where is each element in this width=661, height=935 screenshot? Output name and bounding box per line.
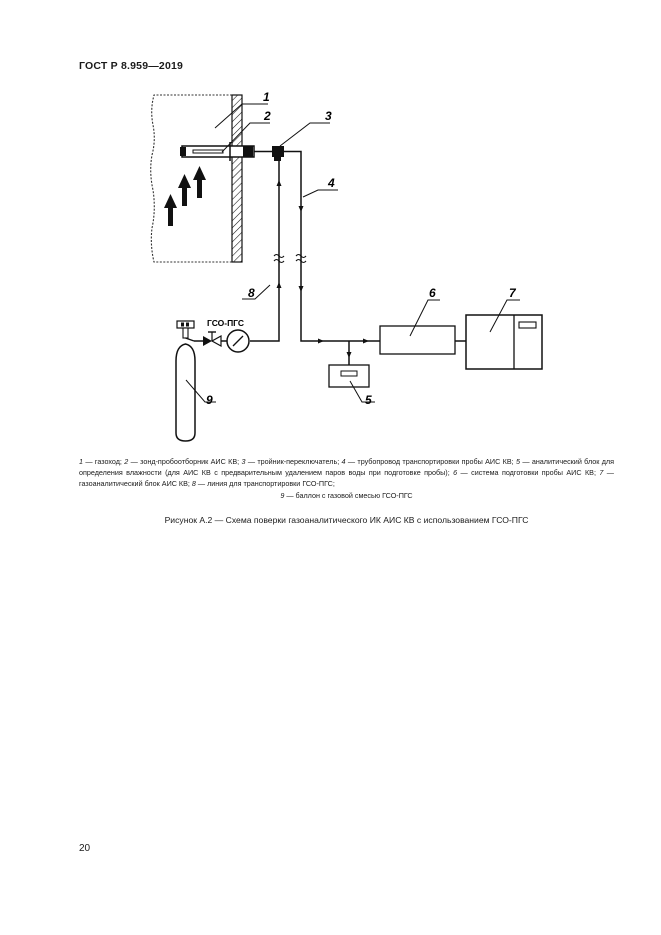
legend-item: 8 — линия для транспортировки ГСО-ПГС; — [191, 479, 335, 489]
legend-item: 2 — зонд-пробоотборник АИС КВ; — [124, 457, 242, 466]
callout-1: 1 — [263, 90, 270, 104]
gas-analyzer-block — [466, 315, 542, 369]
pipeline-flow-arrow — [299, 206, 304, 212]
gso-pgs-label: ГСО-ПГС — [207, 318, 245, 328]
document-header: ГОСТ Р 8.959—2019 — [79, 60, 184, 72]
legend-item: 9 — баллон с газовой смесью ГСО-ПГС — [280, 490, 413, 500]
legend-item: 3 — тройник-переключатель; — [241, 457, 342, 466]
callout-9: 9 — [206, 393, 213, 407]
legend-item: 6 — система подготовки пробы АИС КВ; — [453, 468, 600, 478]
legend-item: 4 — трубопровод транспортировки пробы АИС КВ; — [341, 457, 516, 466]
page-number: 20 — [79, 843, 91, 854]
moisture-analysis-block — [329, 365, 369, 387]
pressure-gauge — [220, 330, 249, 352]
gso-line-flow-arrow — [277, 282, 282, 288]
figure-legend — [79, 456, 614, 501]
flow-arrows — [164, 166, 206, 226]
callout-3: 3 — [325, 109, 332, 123]
callout-2: 2 — [264, 109, 271, 123]
legend-item: 5 — аналитический блок для определения влажности (для АИС КВ с предварительным удалением паров воды при подготовке пробы); — [79, 457, 615, 478]
callout-7: 7 — [509, 286, 516, 300]
figure-caption: Рисунок А.2 — Схема поверки газоаналитического ИК АИС КВ с использованием ГСО-ПГС — [164, 515, 529, 525]
legend-item: 7 — газоаналитический блок АИС КВ; — [79, 468, 614, 489]
sample-preparation-system — [380, 326, 455, 354]
pipeline-flow-arrow — [363, 339, 369, 344]
moisture-branch-arrow — [347, 352, 352, 358]
tee-switch — [272, 146, 284, 161]
callout-6: 6 — [429, 286, 436, 300]
callout-5: 5 — [365, 393, 372, 407]
callout-4: 4 — [328, 176, 335, 190]
gas-cylinder — [176, 321, 195, 441]
pipeline-flow-arrow — [299, 286, 304, 292]
pipeline-flow-arrow — [318, 339, 324, 344]
legend-item: 1 — газоход; — [79, 457, 125, 466]
callout-8: 8 — [248, 286, 255, 300]
valve — [194, 332, 221, 346]
sampling-probe — [180, 142, 254, 161]
gso-pgs-transport-line — [250, 161, 279, 341]
gso-line-flow-arrow — [277, 180, 282, 186]
